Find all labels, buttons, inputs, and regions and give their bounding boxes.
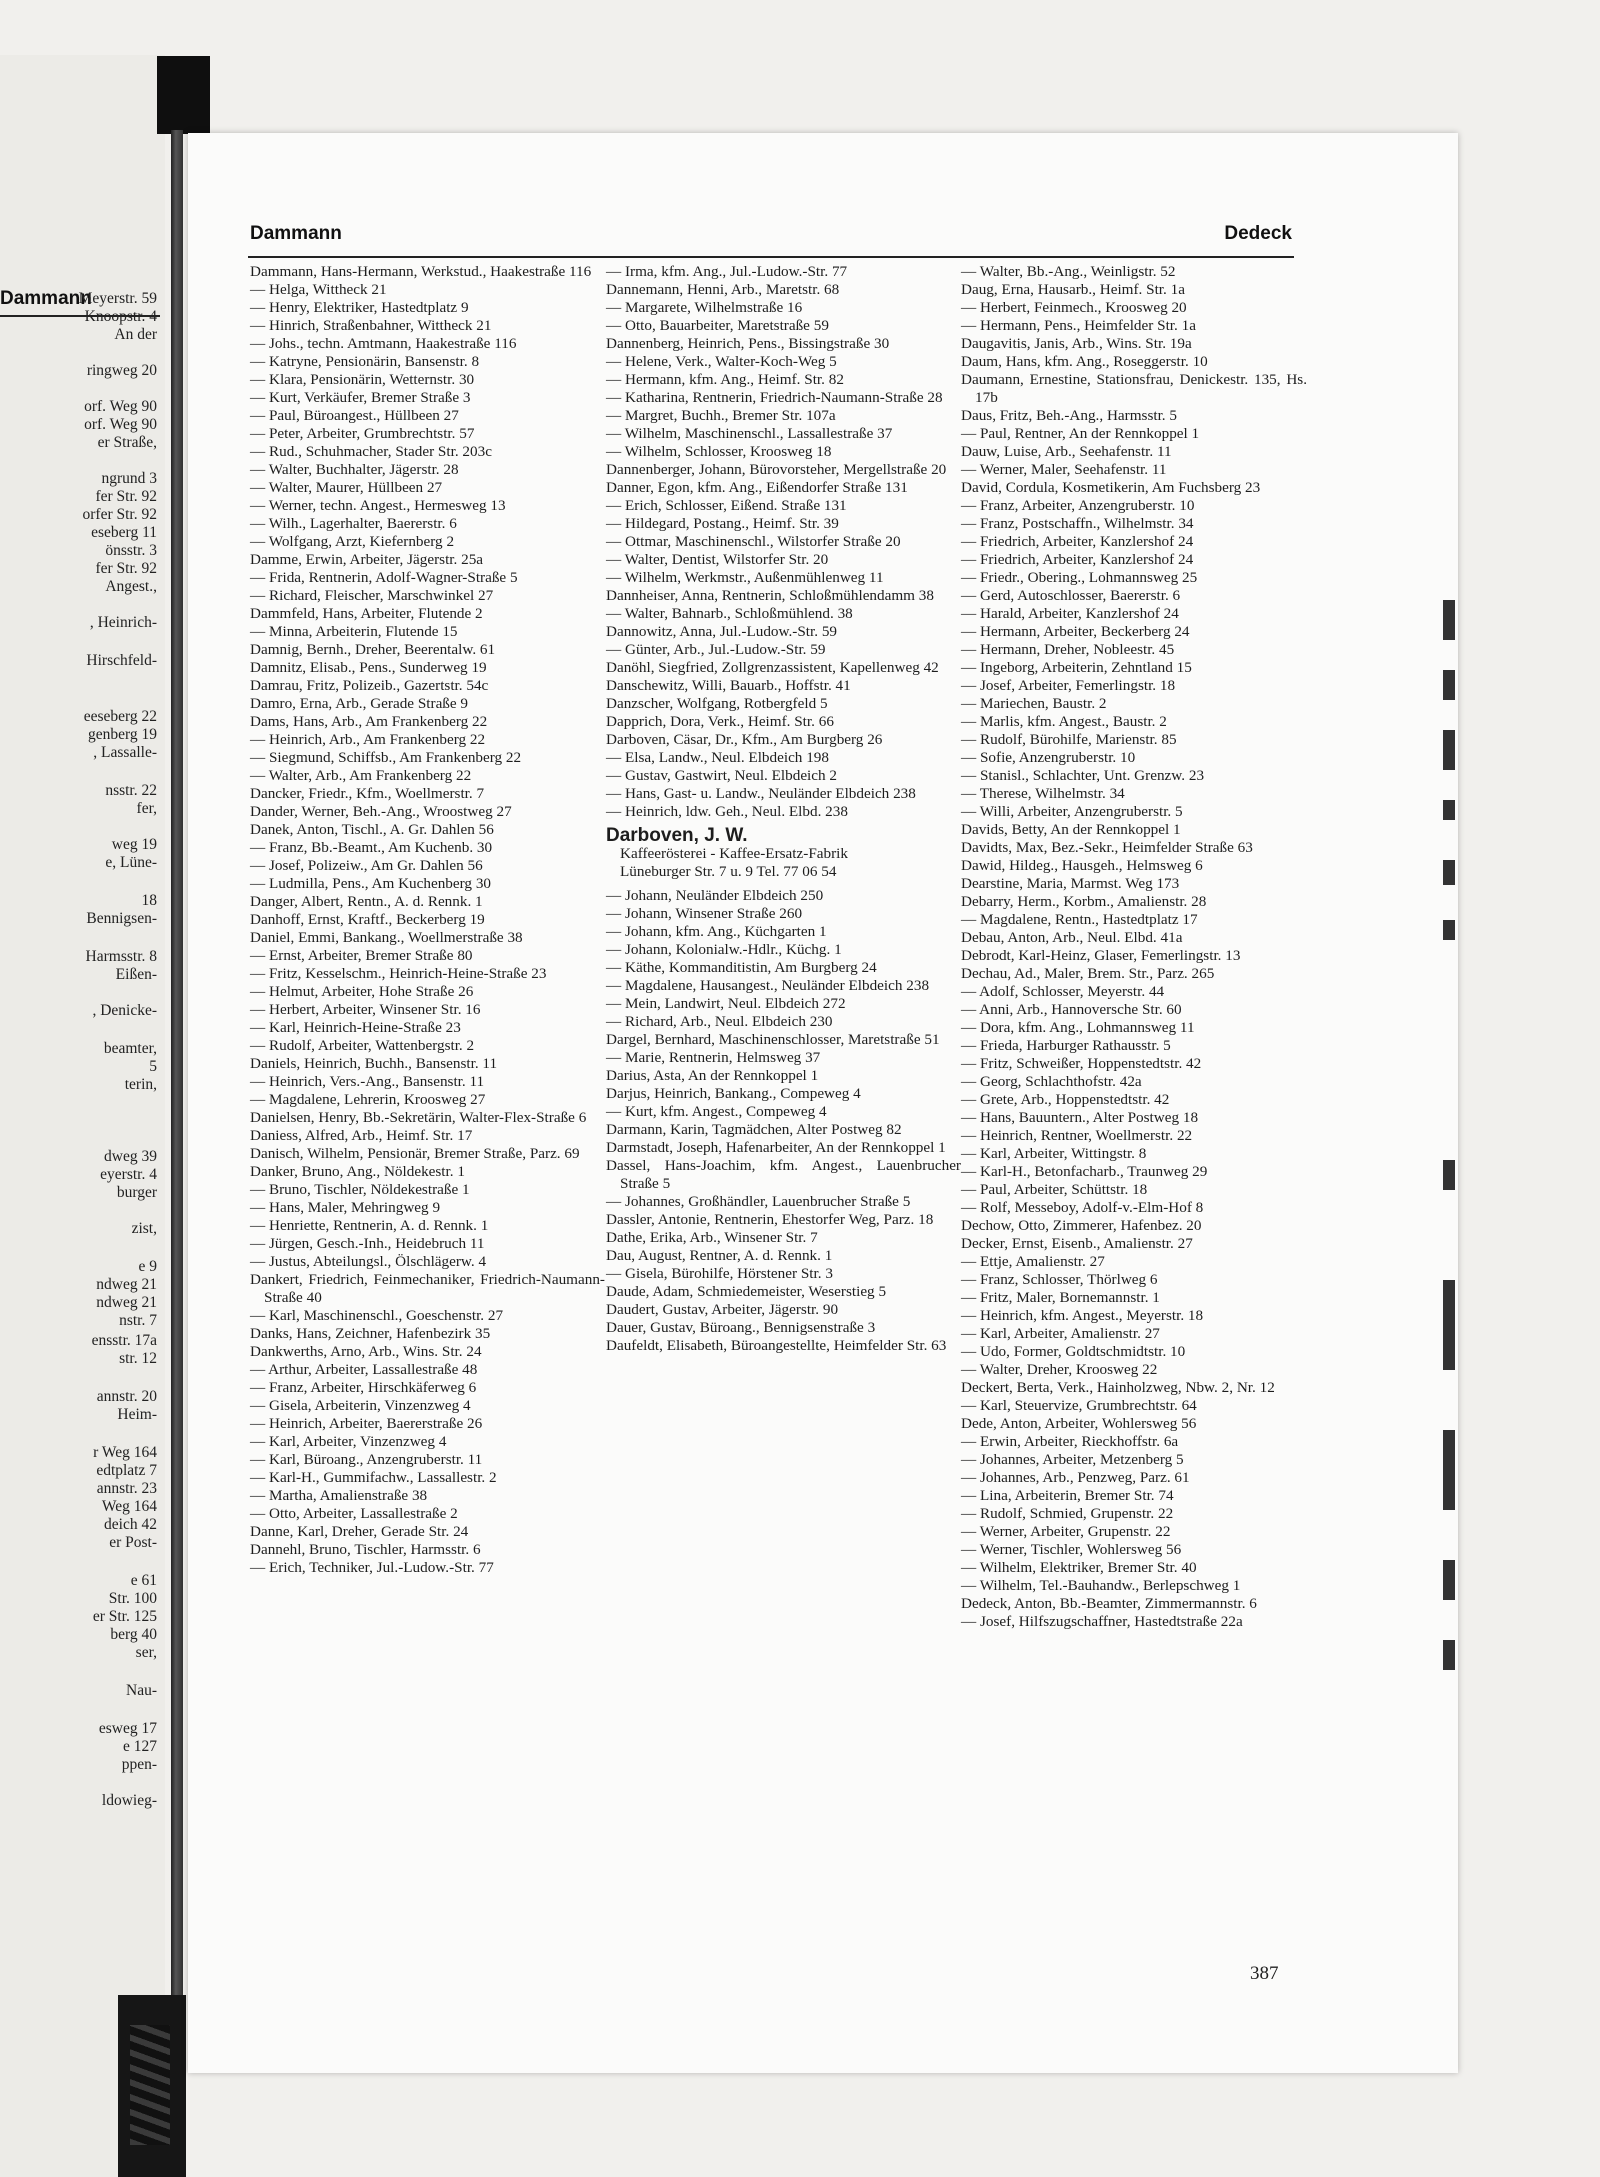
left-page-fragment: esweg 17 [98, 1720, 157, 1737]
column-2-entry: Darmann, Karin, Tagmädchen, Alter Postweg 82 [606, 1121, 902, 1138]
column-3-entry: — Ingeborg, Arbeiterin, Zehntland 15 [961, 659, 1192, 676]
page-number: 387 [1250, 1963, 1279, 1984]
column-3-entry: — Rolf, Messeboy, Adolf-v.-Elm-Hof 8 [961, 1199, 1204, 1216]
column-3-entry: — Friedrich, Arbeiter, Kanzlershof 24 [961, 551, 1194, 568]
column-2-entry: Darjus, Heinrich, Bankang., Compeweg 4 [606, 1085, 861, 1102]
left-page-fragment: berg 40 [110, 1626, 157, 1643]
column-3-entry: — Therese, Wilhelmstr. 34 [961, 785, 1125, 802]
column-3-entry: Dede, Anton, Arbeiter, Wohlersweg 56 [961, 1415, 1197, 1432]
column-1-entry: — Walter, Buchhalter, Jägerstr. 28 [250, 461, 459, 478]
column-1-entry: — Richard, Fleischer, Marschwinkel 27 [250, 587, 494, 604]
column-2-entry: — Günter, Arb., Jul.-Ludow.-Str. 59 [606, 641, 826, 658]
left-page-fragment: eseberg 11 [91, 524, 157, 541]
column-3-entry: — Hermann, Arbeiter, Beckerberg 24 [961, 623, 1190, 640]
column-1-entry: — Walter, Arb., Am Frankenberg 22 [250, 767, 472, 784]
right-edge-marks [1443, 600, 1463, 1700]
left-page-fragment: weg 19 [111, 836, 157, 853]
column-3-entry: — Adolf, Schlosser, Meyerstr. 44 [961, 983, 1165, 1000]
column-3-entry: Dearstine, Maria, Marmst. Weg 173 [961, 875, 1180, 892]
column-1-entry: Danielsen, Henry, Bb.-Sekretärin, Walter-Flex-Straße 6 [250, 1109, 587, 1126]
column-1-entry: — Katryne, Pensionärin, Bansenstr. 8 [250, 353, 480, 370]
column-1-entry: — Hans, Maler, Mehringweg 9 [250, 1199, 441, 1216]
left-page-fragment: orfer Str. 92 [82, 506, 157, 523]
left-page-fragment: deich 42 [104, 1516, 157, 1533]
left-page-fragment: , Lassalle- [93, 744, 157, 761]
column-3-entry: — Walter, Dreher, Kroosweg 22 [961, 1361, 1158, 1378]
column-3-entry: — Josef, Hilfszugschaffner, Hastedtstraße 22a [961, 1613, 1243, 1630]
column-2-entry: Dannemann, Henni, Arb., Maretstr. 68 [606, 281, 840, 298]
column-2-entry: — Johann, kfm. Ang., Küchgarten 1 [606, 923, 827, 940]
column-3-entry: Deckert, Berta, Verk., Hainholzweg, Nbw. 2, Nr. 12 [961, 1379, 1275, 1396]
column-2-entry: — Käthe, Kommanditistin, Am Burgberg 24 [606, 959, 877, 976]
column-2-entry: — Wilhelm, Schlosser, Kroosweg 18 [606, 443, 832, 460]
left-page-fragment: burger [116, 1184, 157, 1201]
column-3 [961, 263, 1307, 1631]
column-1-entry: — Helmut, Arbeiter, Hohe Straße 26 [250, 983, 474, 1000]
left-page-header: Dammann [0, 288, 92, 309]
column-3-entry: — Werner, Maler, Seehafenstr. 11 [961, 461, 1167, 478]
column-3-entry: Dawid, Hildeg., Hausgeh., Helmsweg 6 [961, 857, 1203, 874]
column-1-entry: — Hinrich, Straßenbahner, Wittheck 21 [250, 317, 492, 334]
column-1-entry: — Josef, Polizeiw., Am Gr. Dahlen 56 [250, 857, 483, 874]
left-page-fragment: genberg 19 [87, 726, 157, 743]
column-1-entry: — Siegmund, Schiffsb., Am Frankenberg 22 [250, 749, 522, 766]
column-1-entry: Danisch, Wilhelm, Pensionär, Bremer Straße, Parz. 69 [250, 1145, 580, 1162]
left-page-fragment: An der [114, 326, 157, 343]
column-1-entry: — Gisela, Arbeiterin, Vinzenzweg 4 [250, 1397, 471, 1414]
column-2-entry: — Gustav, Gastwirt, Neul. Elbdeich 2 [606, 767, 838, 784]
column-3-entry: — Wilhelm, Elektriker, Bremer Str. 40 [961, 1559, 1197, 1576]
left-page-fragment: Angest., [105, 578, 157, 595]
column-1-entry: — Werner, techn. Angest., Hermesweg 13 [250, 497, 506, 514]
column-2-entry: — Elsa, Landw., Neul. Elbdeich 198 [606, 749, 829, 766]
left-page-fragment: zist, [131, 1220, 157, 1237]
column-2-entry: Dathe, Erika, Arb., Winsener Str. 7 [606, 1229, 818, 1246]
column-3-entry: — Stanisl., Schlachter, Unt. Grenzw. 23 [961, 767, 1205, 784]
column-2-entry: — Johannes, Großhändler, Lauenbrucher Straße 5 [606, 1193, 911, 1210]
column-2-entry: — Margret, Buchh., Bremer Str. 107a [606, 407, 836, 424]
left-page-fragment: Bennigsen- [86, 910, 157, 927]
column-2-entry: — Irma, kfm. Ang., Jul.-Ludow.-Str. 77 [606, 263, 848, 280]
left-page-fragment: önsstr. 3 [105, 542, 157, 559]
column-3-entry: — Walter, Bb.-Ang., Weinligstr. 52 [961, 263, 1176, 280]
column-1-entry: — Justus, Abteilungsl., Ölschlägerw. 4 [250, 1253, 487, 1270]
column-2-entry: Dau, August, Rentner, A. d. Rennk. 1 [606, 1247, 833, 1264]
column-2-entry: Daudert, Gustav, Arbeiter, Jägerstr. 90 [606, 1301, 839, 1318]
column-3-entry: — Hermann, Dreher, Nobleestr. 45 [961, 641, 1175, 658]
left-page-fragment: , Denicke- [92, 1002, 157, 1019]
binding-clip [157, 56, 210, 134]
column-1-entry: Damnig, Bernh., Dreher, Beerentalw. 61 [250, 641, 496, 658]
column-1-entry: — Karl, Büroang., Anzengruberstr. 11 [250, 1451, 483, 1468]
column-1-entry: Danker, Bruno, Ang., Nöldekestr. 1 [250, 1163, 465, 1180]
darboven-company-line-1: Kaffeerösterei - Kaffee-Ersatz-Fabrik [620, 845, 848, 862]
column-2-entry: — Erich, Schlosser, Eißend. Straße 131 [606, 497, 847, 514]
column-3-entry: — Lina, Arbeiterin, Bremer Str. 74 [961, 1487, 1174, 1504]
header-rule [248, 256, 1294, 258]
column-3-entry: Decker, Ernst, Eisenb., Amalienstr. 27 [961, 1235, 1193, 1252]
header-last-entry: Dedeck [1224, 223, 1292, 244]
column-1-entry: — Wolfgang, Arzt, Kiefernberg 2 [250, 533, 455, 550]
left-page-fragment: dweg 39 [104, 1148, 157, 1165]
column-3-entry: — Karl, Arbeiter, Wittingstr. 8 [961, 1145, 1147, 1162]
column-1-entry: — Jürgen, Gesch.-Inh., Heidebruch 11 [250, 1235, 485, 1252]
column-1-entry: — Paul, Büroangest., Hüllbeen 27 [250, 407, 459, 424]
column-1-entry: — Wilh., Lagerhalter, Baererstr. 6 [250, 515, 457, 532]
left-page-fragment: 5 [149, 1058, 157, 1075]
column-1-entry: Damme, Erwin, Arbeiter, Jägerstr. 25a [250, 551, 484, 568]
left-page-fragment: annstr. 20 [96, 1388, 157, 1405]
column-2-entry: — Ottmar, Maschinenschl., Wilstorfer Straße 20 [606, 533, 901, 550]
column-3-entry: Dedeck, Anton, Bb.-Beamter, Zimmermannstr. 6 [961, 1595, 1257, 1612]
left-page-fragment: Harmsstr. 8 [85, 948, 157, 965]
left-page-fragment: orf. Weg 90 [84, 416, 157, 433]
column-1-entry: — Martha, Amalienstraße 38 [250, 1487, 428, 1504]
left-page-fragment: nstr. 7 [119, 1312, 157, 1329]
column-3-entry: Dauw, Luise, Arb., Seehafenstr. 11 [961, 443, 1172, 460]
left-page-fragment: edtplatz 7 [96, 1462, 157, 1479]
left-page-fragment: Eißen- [115, 966, 157, 983]
column-1-entry: Dannehl, Bruno, Tischler, Harmsstr. 6 [250, 1541, 481, 1558]
column-3-entry: — Rudolf, Schmied, Grupenstr. 22 [961, 1505, 1174, 1522]
column-1-entry: — Frida, Rentnerin, Adolf-Wagner-Straße 5 [250, 569, 518, 586]
column-1-entry: — Fritz, Kesselschm., Heinrich-Heine-Straße 23 [250, 965, 547, 982]
column-1-entry: — Karl, Arbeiter, Vinzenzweg 4 [250, 1433, 447, 1450]
column-3-entry: — Harald, Arbeiter, Kanzlershof 24 [961, 605, 1179, 622]
left-page-fragment: Knoopstr. 4 [84, 308, 157, 325]
column-2-entry: Danner, Egon, kfm. Ang., Eißendorfer Straße 131 [606, 479, 908, 496]
column-2-entry: Dannowitz, Anna, Jul.-Ludow.-Str. 59 [606, 623, 838, 640]
column-2-entry: Dannenberg, Heinrich, Pens., Bissingstraße 30 [606, 335, 890, 352]
column-1-entry: Dankwerths, Arno, Arb., Wins. Str. 24 [250, 1343, 482, 1360]
column-3-entry: — Karl-H., Betonfacharb., Traunweg 29 [961, 1163, 1208, 1180]
left-page-fragment: terin, [124, 1076, 157, 1093]
column-2-entry: — Wilhelm, Werkmstr., Außenmühlenweg 11 [606, 569, 884, 586]
left-page-fragment: e 127 [122, 1738, 157, 1755]
column-1-entry: — Karl, Maschinenschl., Goeschenstr. 27 [250, 1307, 504, 1324]
column-3-entry: Dechau, Ad., Maler, Brem. Str., Parz. 265 [961, 965, 1215, 982]
left-page-fragment: e, Lüne- [105, 854, 157, 871]
left-page-fragment: er Straße, [97, 434, 157, 451]
column-2-entry: Darius, Asta, An der Rennkoppel 1 [606, 1067, 819, 1084]
column-3-entry: — Karl, Arbeiter, Amalienstr. 27 [961, 1325, 1160, 1342]
column-3-entry: — Anni, Arb., Hannoversche Str. 60 [961, 1001, 1182, 1018]
column-1-entry: — Franz, Arbeiter, Hirschkäferweg 6 [250, 1379, 477, 1396]
column-1-entry: — Peter, Arbeiter, Grumbrechtstr. 57 [250, 425, 475, 442]
left-page-fragment: e 61 [130, 1572, 157, 1589]
column-2-entry: Dargel, Bernhard, Maschinenschlosser, Maretstraße 51 [606, 1031, 940, 1048]
column-1-entry: Dankert, Friedrich, Feinmechaniker, Friedrich-Naumann-Straße 40 [250, 1271, 605, 1306]
left-page-fragment: r Weg 164 [93, 1444, 157, 1461]
column-3-entry: — Sofie, Anzengruberstr. 10 [961, 749, 1136, 766]
column-3-entry: — Heinrich, kfm. Angest., Meyerstr. 18 [961, 1307, 1204, 1324]
column-3-entry: Dechow, Otto, Zimmerer, Hafenbez. 20 [961, 1217, 1202, 1234]
left-page [0, 55, 165, 2177]
column-3-entry: — Marlis, kfm. Angest., Baustr. 2 [961, 713, 1167, 730]
column-2-entry: — Walter, Bahnarb., Schloßmühlend. 38 [606, 605, 853, 622]
column-1-entry: Dammfeld, Hans, Arbeiter, Flutende 2 [250, 605, 483, 622]
column-3-entry: — Friedr., Obering., Lohmannsweg 25 [961, 569, 1198, 586]
column-3-entry: — Werner, Arbeiter, Grupenstr. 22 [961, 1523, 1171, 1540]
left-page-fragment: Heim- [117, 1406, 157, 1423]
column-1-entry: — Heinrich, Arbeiter, Baererstraße 26 [250, 1415, 483, 1432]
column-2-entry: — Marie, Rentnerin, Helmsweg 37 [606, 1049, 821, 1066]
column-2-entry: — Johann, Neuländer Elbdeich 250 [606, 887, 824, 904]
column-1-entry: — Karl, Heinrich-Heine-Straße 23 [250, 1019, 461, 1036]
column-2-entry: Dauer, Gustav, Büroang., Bennigsenstraße 3 [606, 1319, 876, 1336]
left-page-fragment: ser, [135, 1644, 157, 1661]
left-page-fragment: eyerstr. 4 [100, 1166, 157, 1183]
column-3-entry: — Fritz, Maler, Bornemannstr. 1 [961, 1289, 1160, 1306]
column-2-entry: — Johann, Kolonialw.-Hdlr., Küchg. 1 [606, 941, 842, 958]
column-1-entry: — Bruno, Tischler, Nöldekestraße 1 [250, 1181, 470, 1198]
column-1-entry: Damrau, Fritz, Polizeib., Gazertstr. 54c [250, 677, 489, 694]
directory-page [188, 133, 1458, 2073]
column-1-entry: — Rudolf, Arbeiter, Wattenbergstr. 2 [250, 1037, 475, 1054]
darboven-company-name: Darboven, J. W. [606, 825, 748, 846]
column-3-entry: Daus, Fritz, Beh.-Ang., Harmsstr. 5 [961, 407, 1177, 424]
column-1-entry: Danek, Anton, Tischl., A. Gr. Dahlen 56 [250, 821, 494, 838]
column-3-entry: — Paul, Rentner, An der Rennkoppel 1 [961, 425, 1200, 442]
column-2-entry: — Magdalene, Hausangest., Neuländer Elbdeich 238 [606, 977, 930, 994]
column-3-entry: — Mariechen, Baustr. 2 [961, 695, 1107, 712]
column-1-entry: — Henriette, Rentnerin, A. d. Rennk. 1 [250, 1217, 489, 1234]
left-page-fragment: ringweg 20 [86, 362, 157, 379]
column-1-entry: — Walter, Maurer, Hüllbeen 27 [250, 479, 443, 496]
column-2 [606, 263, 961, 1355]
column-1-entry: Danhoff, Ernst, Kraftf., Beckerberg 19 [250, 911, 485, 928]
column-1-entry: Danks, Hans, Zeichner, Hafenbezirk 35 [250, 1325, 491, 1342]
column-3-entry: — Herbert, Feinmech., Kroosweg 20 [961, 299, 1187, 316]
column-3-entry: — Johannes, Arbeiter, Metzenberg 5 [961, 1451, 1184, 1468]
column-2-entry: Dassel, Hans-Joachim, kfm. Angest., Lauenbrucher Straße 5 [606, 1157, 961, 1192]
column-3-entry: — Johannes, Arb., Penzweg, Parz. 61 [961, 1469, 1190, 1486]
column-1-entry: — Kurt, Verkäufer, Bremer Straße 3 [250, 389, 471, 406]
column-1-entry: — Ludmilla, Pens., Am Kuchenberg 30 [250, 875, 492, 892]
column-2-entry: Dapprich, Dora, Verk., Heimf. Str. 66 [606, 713, 834, 730]
column-1-entry: — Helga, Wittheck 21 [250, 281, 387, 298]
column-3-entry: — Karl, Steuervize, Grumbrechtstr. 64 [961, 1397, 1197, 1414]
column-3-entry: Davids, Betty, An der Rennkoppel 1 [961, 821, 1181, 838]
column-3-entry: — Franz, Postschaffn., Wilhelmstr. 34 [961, 515, 1194, 532]
left-page-fragment: Str. 100 [108, 1590, 157, 1607]
column-2-entry: — Mein, Landwirt, Neul. Elbdeich 272 [606, 995, 846, 1012]
header-first-entry: Dammann [250, 223, 342, 244]
column-3-entry: — Wilhelm, Tel.-Bauhandw., Berlepschweg 1 [961, 1577, 1241, 1594]
column-3-entry: — Udo, Former, Goldtschmidtstr. 10 [961, 1343, 1186, 1360]
left-page-fragment: Nau- [126, 1682, 157, 1699]
column-1-entry: Danger, Albert, Rentn., A. d. Rennk. 1 [250, 893, 483, 910]
column-3-entry: Debarry, Herm., Korbm., Amalienstr. 28 [961, 893, 1207, 910]
column-1-entry: Danne, Karl, Dreher, Gerade Str. 24 [250, 1523, 469, 1540]
column-3-entry: — Hans, Bauuntern., Alter Postweg 18 [961, 1109, 1199, 1126]
left-page-fragment: fer Str. 92 [95, 560, 157, 577]
column-2-entry: — Hildegard, Postang., Heimf. Str. 39 [606, 515, 839, 532]
column-3-entry: — Hermann, Pens., Heimfelder Str. 1a [961, 317, 1196, 334]
left-page-fragment: fer, [136, 800, 157, 817]
column-2-entry: — Johann, Winsener Straße 260 [606, 905, 803, 922]
column-2-entry: — Gisela, Bürohilfe, Hörstener Str. 3 [606, 1265, 833, 1282]
column-3-entry: — Magdalene, Rentn., Hastedtplatz 17 [961, 911, 1198, 928]
column-3-entry: — Josef, Arbeiter, Femerlingstr. 18 [961, 677, 1176, 694]
column-3-entry: — Grete, Arb., Hoppenstedtstr. 42 [961, 1091, 1170, 1108]
left-page-fragment: ldowieg- [101, 1792, 157, 1809]
column-2-entry: Danöhl, Siegfried, Zollgrenzassistent, Kapellenweg 42 [606, 659, 939, 676]
left-page-fragment: ensstr. 17a [91, 1332, 157, 1349]
column-1-entry: — Johs., techn. Amtmann, Haakestraße 116 [250, 335, 517, 352]
column-1-entry: Daniess, Alfred, Arb., Heimf. Str. 17 [250, 1127, 473, 1144]
column-3-entry: Davidts, Max, Bez.-Sekr., Heimfelder Straße 63 [961, 839, 1253, 856]
column-1-entry: — Herbert, Arbeiter, Winsener Str. 16 [250, 1001, 481, 1018]
column-1-entry: Dander, Werner, Beh.-Ang., Wroostweg 27 [250, 803, 512, 820]
column-3-entry: — Heinrich, Rentner, Woellmerstr. 22 [961, 1127, 1193, 1144]
left-page-fragment: ndweg 21 [96, 1276, 157, 1293]
binding-tape [118, 1995, 186, 2177]
column-3-entry: David, Cordula, Kosmetikerin, Am Fuchsberg 23 [961, 479, 1261, 496]
column-3-entry: Daumann, Ernestine, Stationsfrau, Denickestr. 135, Hs. 17b [961, 371, 1307, 406]
left-page-fragment: fer Str. 92 [95, 488, 157, 505]
left-page-fragment: , Heinrich- [89, 614, 157, 631]
left-page-fragment: Weg 164 [101, 1498, 157, 1515]
column-2-entry: — Margarete, Wilhelmstraße 16 [606, 299, 803, 316]
column-3-entry: — Willi, Arbeiter, Anzengruberstr. 5 [961, 803, 1183, 820]
left-page-fragment: er Str. 125 [92, 1608, 157, 1625]
left-page-fragment: ndweg 21 [96, 1294, 157, 1311]
left-page-fragment: annstr. 23 [96, 1480, 157, 1497]
column-2-entry: — Wilhelm, Maschinenschl., Lassallestraße 37 [606, 425, 893, 442]
column-1-entry: — Erich, Techniker, Jul.-Ludow.-Str. 77 [250, 1559, 494, 1576]
column-2-entry: — Hans, Gast- u. Landw., Neuländer Elbdeich 238 [606, 785, 916, 802]
column-2-entry: — Helene, Verk., Walter-Koch-Weg 5 [606, 353, 837, 370]
darboven-company-line-2: Lüneburger Str. 7 u. 9 Tel. 77 06 54 [620, 863, 837, 880]
column-2-entry: Darboven, Cäsar, Dr., Kfm., Am Burgberg 26 [606, 731, 883, 748]
column-1-entry: — Ernst, Arbeiter, Bremer Straße 80 [250, 947, 473, 964]
column-2-entry: — Otto, Bauarbeiter, Maretstraße 59 [606, 317, 829, 334]
column-1-entry: — Heinrich, Vers.-Ang., Bansenstr. 11 [250, 1073, 485, 1090]
column-3-entry: — Georg, Schlachthofstr. 42a [961, 1073, 1142, 1090]
column-2-entry: — Heinrich, ldw. Geh., Neul. Elbd. 238 [606, 803, 848, 820]
column-3-entry: — Frieda, Harburger Rathausstr. 5 [961, 1037, 1171, 1054]
column-1-entry: — Henry, Elektriker, Hastedtplatz 9 [250, 299, 469, 316]
column-1-entry: — Karl-H., Gummifachw., Lassallestr. 2 [250, 1469, 497, 1486]
column-3-entry: — Erwin, Arbeiter, Rieckhoffstr. 6a [961, 1433, 1179, 1450]
column-1-entry: Dams, Hans, Arb., Am Frankenberg 22 [250, 713, 488, 730]
column-1-entry: Dancker, Friedr., Kfm., Woellmerstr. 7 [250, 785, 485, 802]
left-page-fragment: nsstr. 22 [105, 782, 157, 799]
column-2-entry: Danzscher, Wolfgang, Rotbergfeld 5 [606, 695, 828, 712]
column-1-entry: — Klara, Pensionärin, Wetternstr. 30 [250, 371, 475, 388]
column-1-entry: Damro, Erna, Arb., Gerade Straße 9 [250, 695, 469, 712]
column-1-entry: Dammann, Hans-Hermann, Werkstud., Haakestraße 116 [250, 263, 592, 280]
column-2-entry: Dannheiser, Anna, Rentnerin, Schloßmühlendamm 38 [606, 587, 934, 604]
left-page-fragment: Hirschfeld- [86, 652, 157, 669]
left-page-fragment: orf. Weg 90 [84, 398, 157, 415]
left-page-fragment: e 9 [138, 1258, 157, 1275]
column-2-entry: — Walter, Dentist, Wilstorfer Str. 20 [606, 551, 829, 568]
column-2-entry: Dassler, Antonie, Rentnerin, Ehestorfer Weg, Parz. 18 [606, 1211, 934, 1228]
column-1-entry: — Rud., Schuhmacher, Stader Str. 203c [250, 443, 492, 460]
column-3-entry: — Rudolf, Bürohilfe, Marienstr. 85 [961, 731, 1177, 748]
left-page-fragment: 18 [141, 892, 157, 909]
column-2-entry: — Katharina, Rentnerin, Friedrich-Naumann-Straße 28 [606, 389, 943, 406]
left-page-fragment: eeseberg 22 [83, 708, 157, 725]
column-3-entry: Debau, Anton, Arb., Neul. Elbd. 41a [961, 929, 1183, 946]
page-header [250, 223, 1292, 253]
column-1-entry: Daniels, Heinrich, Buchh., Bansenstr. 11 [250, 1055, 498, 1072]
column-1-entry: Daniel, Emmi, Bankang., Woellmerstraße 38 [250, 929, 523, 946]
column-3-entry: — Friedrich, Arbeiter, Kanzlershof 24 [961, 533, 1194, 550]
column-2-entry: Dannenberger, Johann, Bürovorsteher, Mergellstraße 20 [606, 461, 947, 478]
column-1-entry: — Franz, Bb.-Beamt., Am Kuchenb. 30 [250, 839, 493, 856]
left-page-fragment: str. 12 [119, 1350, 157, 1367]
column-3-entry: Daug, Erna, Hausarb., Heimf. Str. 1a [961, 281, 1185, 298]
column-1-entry: — Magdalene, Lehrerin, Kroosweg 27 [250, 1091, 486, 1108]
column-3-entry: — Paul, Arbeiter, Schüttstr. 18 [961, 1181, 1148, 1198]
column-3-entry: — Fritz, Schweißer, Hoppenstedtstr. 42 [961, 1055, 1202, 1072]
column-2-entry: Daude, Adam, Schmiedemeister, Weserstieg 5 [606, 1283, 887, 1300]
column-2-entry: Daufeldt, Elisabeth, Büroangestellte, Heimfelder Str. 63 [606, 1337, 947, 1354]
column-1 [250, 263, 605, 1577]
left-page-fragment: Meyerstr. 59 [78, 290, 157, 307]
column-2-entry: — Hermann, kfm. Ang., Heimf. Str. 82 [606, 371, 844, 388]
column-3-entry: Debrodt, Karl-Heinz, Glaser, Femerlingstr. 13 [961, 947, 1241, 964]
column-3-entry: Daum, Hans, kfm. Ang., Roseggerstr. 10 [961, 353, 1208, 370]
column-2-entry: — Kurt, kfm. Angest., Compeweg 4 [606, 1103, 827, 1120]
column-2-entry: Danschewitz, Willi, Bauarb., Hoffstr. 41 [606, 677, 851, 694]
column-3-entry: — Franz, Schlosser, Thörlweg 6 [961, 1271, 1158, 1288]
column-1-entry: — Arthur, Arbeiter, Lassallestraße 48 [250, 1361, 478, 1378]
column-3-entry: — Franz, Arbeiter, Anzengruberstr. 10 [961, 497, 1195, 514]
left-page-fragment: ngrund 3 [101, 470, 157, 487]
column-1-entry: — Otto, Arbeiter, Lassallestraße 2 [250, 1505, 458, 1522]
column-3-entry: — Gerd, Autoschlosser, Baererstr. 6 [961, 587, 1181, 604]
column-2-entry: Darmstadt, Joseph, Hafenarbeiter, An der Rennkoppel 1 [606, 1139, 946, 1156]
column-3-entry: — Ettje, Amalienstr. 27 [961, 1253, 1105, 1270]
left-page-fragment: beamter, [103, 1040, 157, 1057]
column-3-entry: — Werner, Tischler, Wohlersweg 56 [961, 1541, 1182, 1558]
left-page-fragment: ppen- [121, 1756, 157, 1773]
book-spine [171, 130, 183, 2090]
column-1-entry: Damnitz, Elisab., Pens., Sunderweg 19 [250, 659, 487, 676]
column-2-entry: — Richard, Arb., Neul. Elbdeich 230 [606, 1013, 833, 1030]
column-3-entry: — Dora, kfm. Ang., Lohmannsweg 11 [961, 1019, 1195, 1036]
left-page-fragment: er Post- [109, 1534, 157, 1551]
column-3-entry: Daugavitis, Janis, Arb., Wins. Str. 19a [961, 335, 1192, 352]
column-1-entry: — Heinrich, Arb., Am Frankenberg 22 [250, 731, 486, 748]
column-1-entry: — Minna, Arbeiterin, Flutende 15 [250, 623, 458, 640]
